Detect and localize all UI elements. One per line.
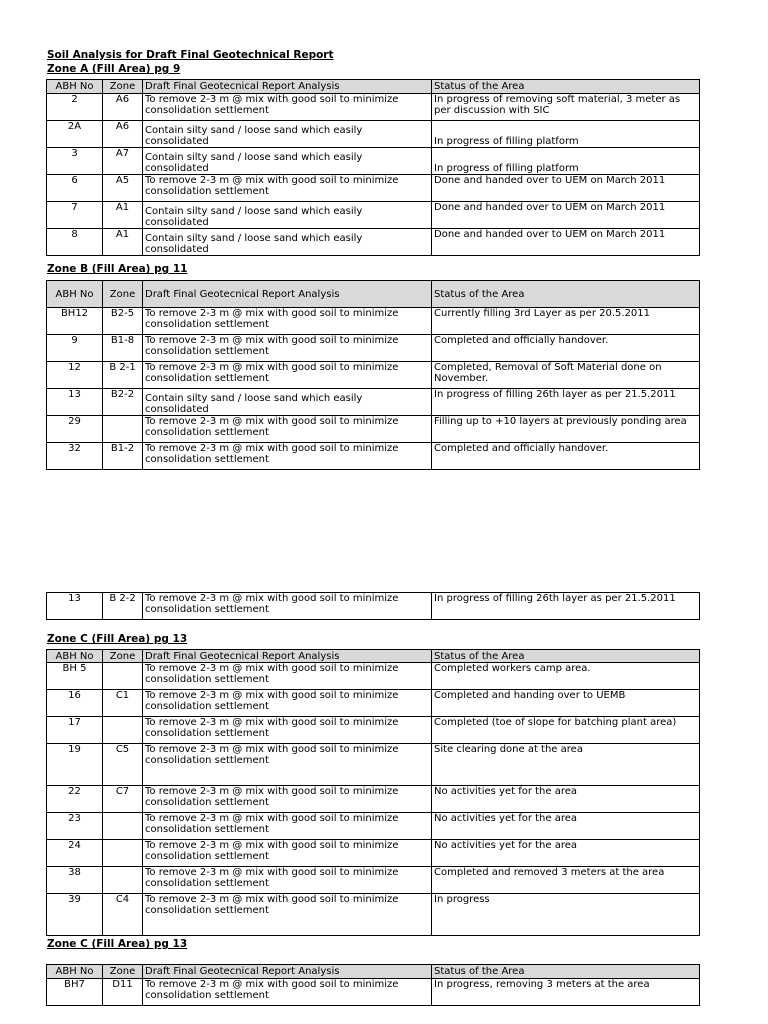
cell-zone: A6 [103,94,143,121]
cell-status: No activities yet for the area [432,840,700,867]
table-header-row [47,650,700,663]
zone-a-table [46,79,700,256]
cell-zone [103,813,143,840]
cell-analysis: To remove 2-3 m @ mix with good soil to minimize consolidation settlement [143,308,432,335]
cell-status: Site clearing done at the area [432,744,700,786]
cell-analysis: Contain silty sand / loose sand which easily consolidated [143,148,432,175]
cell-status: Done and handed over to UEM on March 2011 [432,229,700,256]
cell-status: Done and handed over to UEM on March 2011 [432,175,700,202]
cell-abh-no: 22 [47,786,103,813]
cell-abh-no: 23 [47,813,103,840]
cell-abh-no: 24 [47,840,103,867]
cell-analysis: Contain silty sand / loose sand which easily consolidated [143,229,432,256]
cell-status: Completed and officially handover. [432,335,700,362]
cell-abh-no: 3 [47,148,103,175]
zone-c-table [46,649,700,936]
cell-analysis: To remove 2-3 m @ mix with good soil to minimize consolidation settlement [143,867,432,894]
cell-zone: B1-8 [103,335,143,362]
report-title: Soil Analysis for Draft Final Geotechnical Report [47,49,334,61]
table-row [47,867,700,894]
section-heading-zone-b: Zone B (Fill Area) pg 11 [47,263,188,275]
cell-status: In progress of removing soft material, 3 meter as per discussion with SIC [432,94,700,121]
table-row [47,229,700,256]
header-status: Status of the Area [432,965,700,979]
cell-abh-no: BH 5 [47,663,103,690]
table-row [47,663,700,690]
zone-c-2-table [46,964,700,1006]
cell-zone: A7 [103,148,143,175]
header-analysis: Draft Final Geotecnical Report Analysis [143,281,432,308]
table-row [47,593,700,620]
cell-status: In progress [432,894,700,936]
table-row [47,690,700,717]
cell-analysis: To remove 2-3 m @ mix with good soil to minimize consolidation settlement [143,813,432,840]
cell-zone: A1 [103,202,143,229]
cell-abh-no: 13 [47,593,103,620]
cell-analysis: To remove 2-3 m @ mix with good soil to minimize consolidation settlement [143,362,432,389]
cell-status: Completed workers camp area. [432,663,700,690]
table-row [47,362,700,389]
cell-abh-no: 19 [47,744,103,786]
cell-analysis: To remove 2-3 m @ mix with good soil to minimize consolidation settlement [143,443,432,470]
cell-zone [103,867,143,894]
cell-abh-no: 8 [47,229,103,256]
cell-abh-no: 32 [47,443,103,470]
cell-zone [103,416,143,443]
cell-zone: A1 [103,229,143,256]
cell-abh-no: 7 [47,202,103,229]
cell-status: Done and handed over to UEM on March 2011 [432,202,700,229]
cell-abh-no: BH7 [47,979,103,1006]
cell-analysis: Contain silty sand / loose sand which easily consolidated [143,389,432,416]
cell-status: Completed and handing over to UEMB [432,690,700,717]
cell-zone: A6 [103,121,143,148]
zone-b-table [46,280,700,470]
cell-abh-no: 39 [47,894,103,936]
table-header-row [47,965,700,979]
cell-abh-no: 17 [47,717,103,744]
cell-status: Currently filling 3rd Layer as per 20.5.2011 [432,308,700,335]
table-row [47,717,700,744]
cell-analysis: To remove 2-3 m @ mix with good soil to minimize consolidation settlement [143,94,432,121]
cell-analysis: To remove 2-3 m @ mix with good soil to minimize consolidation settlement [143,840,432,867]
table-row [47,416,700,443]
cell-abh-no: 13 [47,389,103,416]
table-row [47,813,700,840]
table-row [47,94,700,121]
header-analysis: Draft Final Geotecnical Report Analysis [143,965,432,979]
header-zone: Zone [103,965,143,979]
table-row [47,175,700,202]
table-header-row [47,80,700,94]
table-row [47,443,700,470]
cell-zone: D11 [103,979,143,1006]
table-row [47,389,700,416]
zone-b-continuation-table [46,592,700,620]
cell-abh-no: 16 [47,690,103,717]
cell-status: Completed, Removal of Soft Material done on November. [432,362,700,389]
cell-abh-no: 6 [47,175,103,202]
cell-zone [103,663,143,690]
cell-status: Completed and removed 3 meters at the area [432,867,700,894]
header-status: Status of the Area [432,80,700,94]
cell-status: In progress, removing 3 meters at the area [432,979,700,1006]
cell-analysis: To remove 2-3 m @ mix with good soil to minimize consolidation settlement [143,663,432,690]
table-row [47,894,700,936]
cell-status: Completed (toe of slope for batching plant area) [432,717,700,744]
cell-abh-no: BH12 [47,308,103,335]
table-row [47,202,700,229]
cell-status: In progress of filling platform [432,121,700,148]
table-row [47,121,700,148]
cell-abh-no: 38 [47,867,103,894]
cell-abh-no: 29 [47,416,103,443]
header-analysis: Draft Final Geotecnical Report Analysis [143,80,432,94]
cell-analysis: To remove 2-3 m @ mix with good soil to minimize consolidation settlement [143,175,432,202]
header-abh-no: ABH No [47,281,103,308]
table-row [47,335,700,362]
header-zone: Zone [103,650,143,663]
header-abh-no: ABH No [47,80,103,94]
cell-analysis: To remove 2-3 m @ mix with good soil to minimize consolidation settlement [143,717,432,744]
cell-zone: B 2-2 [103,593,143,620]
header-analysis: Draft Final Geotecnical Report Analysis [143,650,432,663]
header-abh-no: ABH No [47,965,103,979]
table-header-row [47,281,700,308]
cell-abh-no: 9 [47,335,103,362]
header-abh-no: ABH No [47,650,103,663]
cell-zone: A5 [103,175,143,202]
cell-abh-no: 2 [47,94,103,121]
cell-analysis: To remove 2-3 m @ mix with good soil to minimize consolidation settlement [143,335,432,362]
cell-zone: C4 [103,894,143,936]
table-row [47,786,700,813]
header-zone: Zone [103,80,143,94]
cell-analysis: Contain silty sand / loose sand which easily consolidated [143,202,432,229]
cell-zone: B2-2 [103,389,143,416]
cell-analysis: To remove 2-3 m @ mix with good soil to minimize consolidation settlement [143,979,432,1006]
header-status: Status of the Area [432,281,700,308]
table-row [47,148,700,175]
cell-status: Filling up to +10 layers at previously ponding area [432,416,700,443]
cell-status: No activities yet for the area [432,813,700,840]
cell-zone: B2-5 [103,308,143,335]
cell-status: In progress of filling 26th layer as per 21.5.2011 [432,593,700,620]
table-row [47,308,700,335]
cell-status: No activities yet for the area [432,786,700,813]
header-zone: Zone [103,281,143,308]
cell-zone: C1 [103,690,143,717]
cell-abh-no: 12 [47,362,103,389]
cell-analysis: To remove 2-3 m @ mix with good soil to minimize consolidation settlement [143,690,432,717]
cell-zone [103,717,143,744]
cell-status: In progress of filling 26th layer as per 21.5.2011 [432,389,700,416]
cell-zone [103,840,143,867]
cell-abh-no: 2A [47,121,103,148]
cell-analysis: To remove 2-3 m @ mix with good soil to minimize consolidation settlement [143,786,432,813]
cell-status: In progress of filling platform [432,148,700,175]
cell-analysis: To remove 2-3 m @ mix with good soil to minimize consolidation settlement [143,894,432,936]
cell-analysis: Contain silty sand / loose sand which easily consolidated [143,121,432,148]
section-heading-zone-c-2: Zone C (Fill Area) pg 13 [47,938,188,950]
cell-zone: C5 [103,744,143,786]
section-heading-zone-a: Zone A (Fill Area) pg 9 [47,63,181,75]
header-status: Status of the Area [432,650,700,663]
cell-status: Completed and officially handover. [432,443,700,470]
table-row [47,979,700,1006]
cell-analysis: To remove 2-3 m @ mix with good soil to minimize consolidation settlement [143,744,432,786]
cell-zone: B1-2 [103,443,143,470]
cell-analysis: To remove 2-3 m @ mix with good soil to minimize consolidation settlement [143,593,432,620]
table-row [47,744,700,786]
cell-zone: B 2-1 [103,362,143,389]
section-heading-zone-c: Zone C (Fill Area) pg 13 [47,633,188,645]
cell-zone: C7 [103,786,143,813]
table-row [47,840,700,867]
cell-analysis: To remove 2-3 m @ mix with good soil to minimize consolidation settlement [143,416,432,443]
